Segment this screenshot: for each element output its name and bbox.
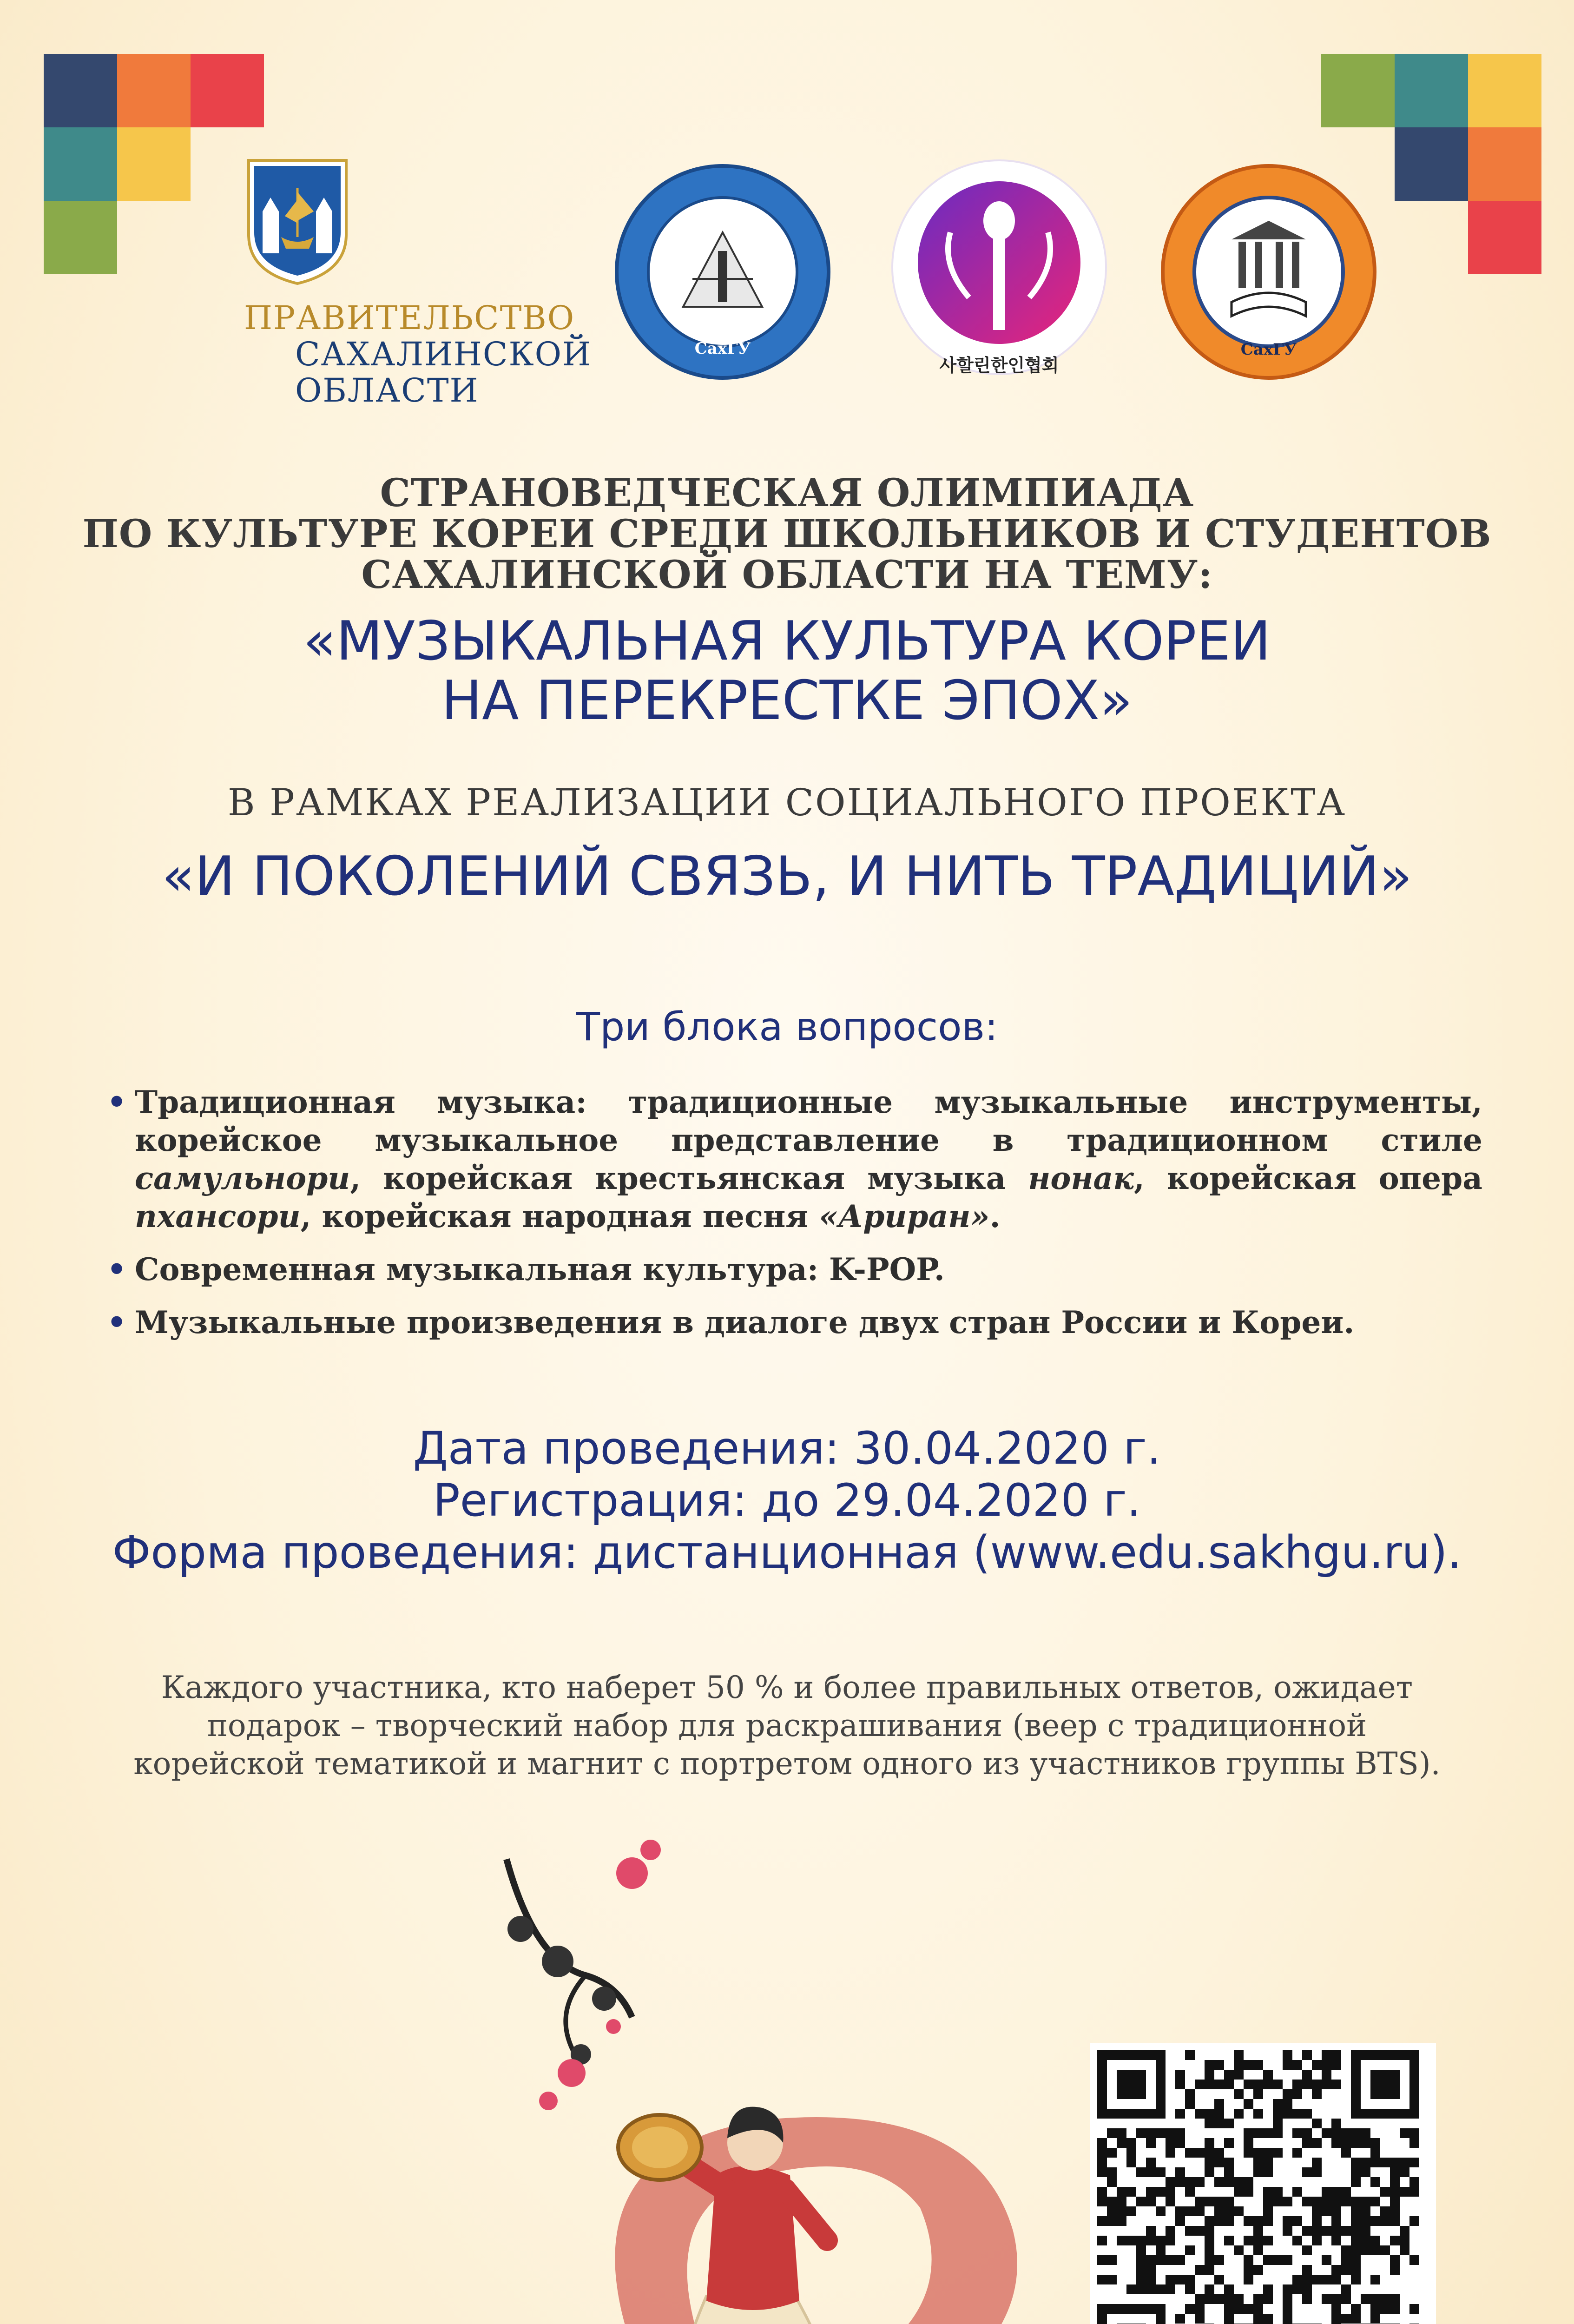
blocks-heading: Три блока вопросов: (576, 1004, 998, 1050)
corner-tile (1468, 54, 1541, 127)
list-item: • Традиционная музыка: традиционные музыкальные инструменты, корейское музыкальное представление в традиционном стиле самульнори, корейская крестьянская музыка нонак, корейская опера пхансори, корейская народная песня «Ариран». (107, 1083, 1482, 1235)
gift-line-1: Каждого участника, кто наберет 50 % и более правильных ответов, ожидает (161, 1670, 1413, 1705)
corner-tile (191, 54, 264, 127)
event-format: Форма проведения: дистанционная (www.edu.sakhgu.ru). (112, 1526, 1462, 1578)
korean-association-logo-icon (890, 158, 1108, 376)
title-line-3: САХАЛИНСКОЙ ОБЛАСТИ НА ТЕМУ: (361, 553, 1213, 597)
gov-line-2: САХАЛИНСКОЙ (295, 335, 592, 373)
title-line-2: ПО КУЛЬТУРЕ КОРЕИ СРЕДИ ШКОЛЬНИКОВ И СТУДЕНТОВ (82, 512, 1492, 556)
gov-line-1: ПРАВИТЕЛЬСТВО (244, 299, 575, 337)
event-date: Дата проведения: 30.04.2020 г. (413, 1422, 1161, 1474)
gift-line-2: подарок – творческий набор для раскрашивания (веер с традиционной (207, 1708, 1367, 1743)
list-item: • Музыкальные произведения в диалоге двух стран России и Кореи. (107, 1303, 1482, 1341)
gov-line-3: ОБЛАСТИ (295, 371, 479, 409)
theme-line-1: «МУЗЫКАЛЬНАЯ КУЛЬТУРА КОРЕИ (303, 610, 1271, 673)
corner-tile (44, 201, 117, 274)
corner-tile (117, 54, 191, 127)
gift-line-3: корейской тематикой и магнит с портретом одного из участников группы BTS). (133, 1746, 1441, 1782)
qr-code-icon (1090, 2043, 1436, 2324)
institute-seal-icon (1159, 163, 1378, 381)
corner-tile (1395, 127, 1468, 201)
corner-tile (44, 127, 117, 201)
institute-abbr: СахГУ (1240, 340, 1297, 359)
government-name (244, 300, 597, 409)
project-intro: В РАМКАХ РЕАЛИЗАЦИИ СОЦИАЛЬНОГО ПРОЕКТА (227, 781, 1347, 824)
corner-tile (1321, 54, 1395, 127)
korean-org-text: 사할린한인협회 (939, 355, 1059, 376)
university-seal-icon (613, 163, 832, 381)
seal-abbr: СахГУ (694, 339, 751, 358)
korean-dancer-illustration (465, 1822, 1069, 2324)
corner-tile (44, 54, 117, 127)
question-blocks-list (107, 1083, 1482, 1356)
title-line-1: СТРАНОВЕДЧЕСКАЯ ОЛИМПИАДА (380, 471, 1194, 515)
corner-tile (1468, 201, 1541, 274)
list-item: • Современная музыкальная культура: K-POP. (107, 1250, 1482, 1288)
coat-of-arms-icon (244, 156, 351, 286)
corner-tile (117, 127, 191, 201)
theme-line-2: НА ПЕРЕКРЕСТКЕ ЭПОХ» (441, 669, 1133, 732)
event-registration: Регистрация: до 29.04.2020 г. (433, 1474, 1141, 1526)
project-name: «И ПОКОЛЕНИЙ СВЯЗЬ, И НИТЬ ТРАДИЦИЙ» (162, 845, 1412, 908)
corner-tile (1395, 54, 1468, 127)
corner-tile (1468, 127, 1541, 201)
